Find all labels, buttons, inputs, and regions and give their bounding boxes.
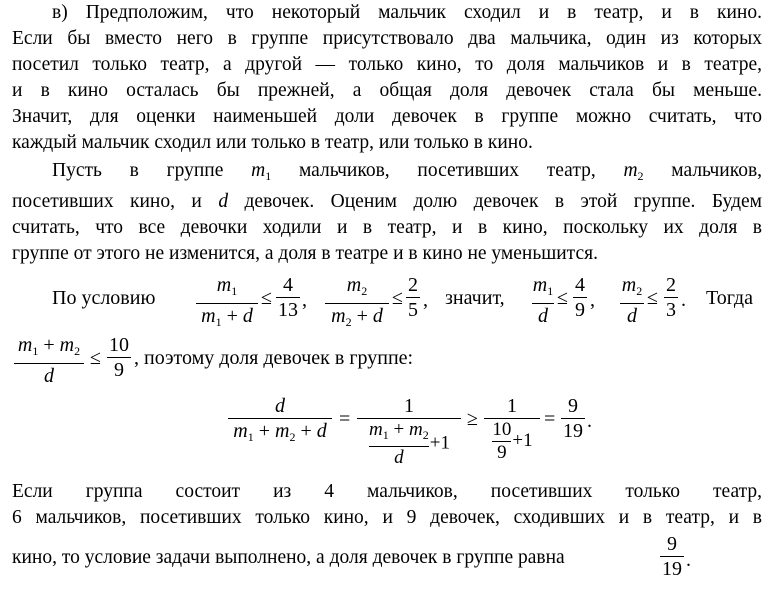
period: . bbox=[686, 549, 691, 571]
fraction-m2-over-d: $m_2$ d bbox=[621, 274, 643, 327]
fraction-2-over-5: 2 5 bbox=[408, 274, 418, 321]
text-girls-share: , поэтому доля девочек в группе: bbox=[134, 347, 414, 369]
text-line-14: 6 мальчиков, посетивших только кино, и 9 девочек, сходивших и в театр, и в bbox=[12, 507, 762, 528]
text-segment: мальчиков, bbox=[671, 160, 763, 181]
fraction-m1-plus-m2-over-d: $m_1 + m_2$ d bbox=[14, 334, 84, 387]
text-segment: кино, то условие задачи выполнено, а доля девочек в группе равна bbox=[12, 547, 565, 568]
text-line-4: и в кино осталась бы прежней, а общая доля девочек стала бы меньше. bbox=[12, 80, 762, 101]
text-segment: посетивших кино, и bbox=[12, 191, 202, 212]
leq-sign: ≤ bbox=[557, 287, 568, 309]
text-line-13: Если группа состоит из 4 мальчиков, посетивших только театр, bbox=[12, 481, 762, 502]
text-line-6: каждый мальчик сходил или только в театр, или только в кино. bbox=[12, 132, 533, 153]
fraction-2-over-3: 2 3 bbox=[666, 274, 676, 321]
text-line-5: Значит, для оценки наименьшей доли девочек в группе можно считать, что bbox=[12, 106, 762, 127]
text-line-10: группе от этого не изменится, а доля в театре и в кино не уменьшится. bbox=[12, 243, 598, 264]
math-m2: $m_2$ bbox=[623, 160, 644, 183]
text-line-8 bbox=[12, 191, 762, 213]
text-line-1: в) Предположим, что некоторый мальчик сходил и в театр, и в кино. bbox=[52, 2, 762, 23]
text-line-9: считать, что все девочки ходили и в театр, и в кино, поскольку их доля в bbox=[12, 217, 762, 238]
text-line-3: посетил только театр, а другой — только кино, то доля мальчиков и в театре, bbox=[12, 54, 762, 75]
text-therefore: значит, bbox=[445, 287, 505, 309]
leq-sign: ≤ bbox=[647, 287, 658, 309]
text-then: Тогда bbox=[706, 287, 753, 309]
fraction-1-over-ten-ninths-plus-1: 1 $\frac{10}{9}$ +1 bbox=[484, 395, 540, 463]
text-line-2: Если бы вместо него в группе присутствовало два мальчика, один из которых bbox=[12, 28, 762, 49]
fraction-4-over-9: 4 9 bbox=[575, 274, 585, 321]
leq-sign: ≤ bbox=[90, 347, 101, 369]
fraction-10-over-9: 10 9 bbox=[109, 334, 129, 381]
fraction-1-over-complex: 1 $\frac{m_1 + m_2}{d}$ +1 bbox=[357, 395, 461, 468]
text-segment: мальчиков, посетивших театр, bbox=[298, 160, 596, 181]
leq-sign: ≤ bbox=[392, 287, 403, 309]
text-line-7 bbox=[52, 160, 762, 187]
geq-sign: ≥ bbox=[467, 408, 478, 430]
fraction-m1-over-d: $m_1$ d bbox=[532, 274, 554, 327]
text-segment: Пусть в группе bbox=[52, 160, 224, 181]
text-by-condition: По условию bbox=[52, 287, 156, 309]
math-d: d bbox=[218, 191, 229, 212]
fraction-d-over-sum: d $m_1 + m_2 + d$ bbox=[228, 395, 332, 448]
fraction-m1-over-m1-plus-d: $m_1$ $m_1 + d$ bbox=[196, 274, 258, 333]
equals-sign: = bbox=[339, 408, 351, 430]
fraction-9-over-19: 9 19 bbox=[563, 395, 583, 442]
period: . bbox=[587, 410, 592, 432]
equals-sign: = bbox=[544, 408, 556, 430]
comma: , bbox=[423, 289, 428, 311]
fraction-9-over-19-final: 9 19 bbox=[662, 533, 682, 580]
leq-sign: ≤ bbox=[261, 287, 272, 309]
text-line-15 bbox=[12, 547, 565, 569]
text-segment: девочек. Оценим долю девочек в этой группе. Будем bbox=[244, 191, 762, 212]
math-m1: $m_1$ bbox=[251, 160, 272, 183]
comma: , bbox=[590, 289, 595, 311]
period: . bbox=[681, 289, 686, 311]
fraction-4-over-13: 4 13 bbox=[278, 274, 298, 321]
fraction-m2-over-m2-plus-d: $m_2$ $m_2 + d$ bbox=[325, 274, 389, 333]
comma: , bbox=[302, 289, 307, 311]
